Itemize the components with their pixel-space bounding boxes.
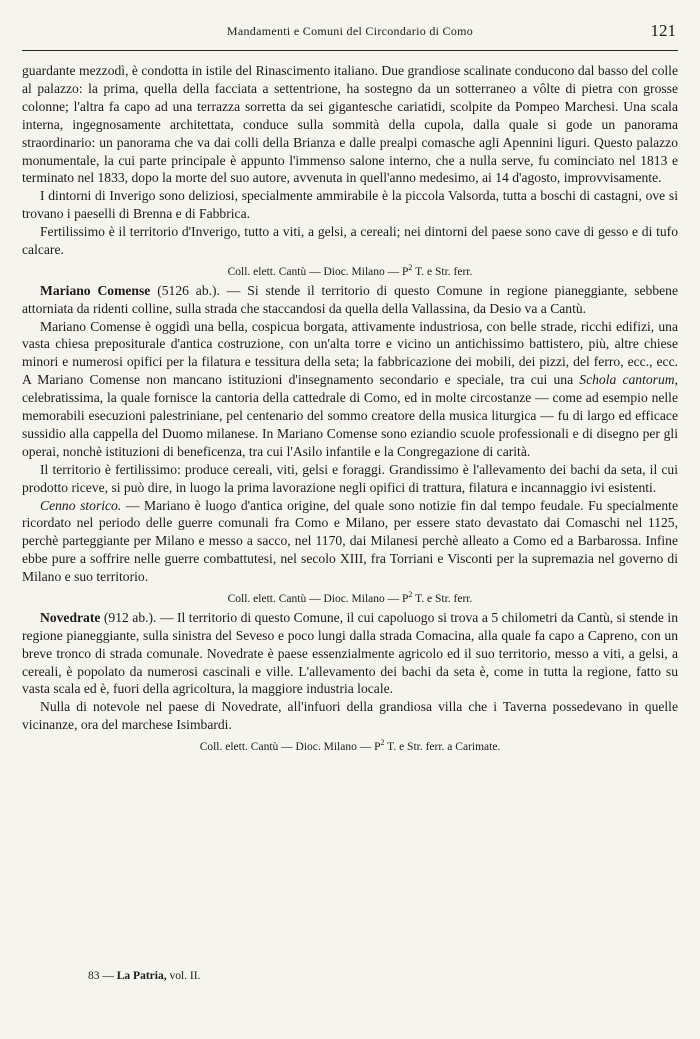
paragraph: I dintorni di Inverigo sono deliziosi, specialmente ammirabile è la piccola Valsorda, tutta a boschi di castagni, ove si trovano i paeselli di Brenna e di Fabbrica. [22, 188, 678, 222]
paragraph: Il territorio è fertilissimo: produce cereali, viti, gelsi e foraggi. Grandissimo è l'allevamento dei bachi da seta, il cui prodotto riceve, si può dire, in luogo la prima lavorazione negli opifici di trattura, filatura e incannaggio ivi esistenti. [22, 461, 678, 495]
paragraph: Fertilissimo è il territorio d'Inverigo, tutto a viti, a gelsi, a cereali; nei dintorni del paese sono cave di gesso e di tufo calcare. [22, 224, 678, 258]
paragraph: guardante mezzodì, è condotta in istile del Rinascimento italiano. Due grandiose scalinate conducono dal basso del colle al palazzo: la prima, quella della facciata a settentrione, ha sostegno da un sotterraneo a vôlte di pietra con grosse colonne; l'altra fa capo ad una terrazza sorretta da sei gigantesche cariatidi, scolpite da Pompeo Marchesi. Una scala interna, ingegnosamente architettata, conduce sulla sommità della cupola, dalla quale si gode un panorama straordinario: un panorama che va dai colli della Brianza e dalle prealpi comasche agli Apennini liguri. Questo palazzo monumentale, la cui parte principale è appunto l'immenso salone interno, che a nulla serve, fu cominciato nel 1813 e terminato nel 1833, dopo la morte del suo autore, avvenuta in quell'anno medesimo, ai 14 d'agosto, improvvisamente. [22, 63, 678, 186]
entry-novedrate [22, 609, 678, 699]
paragraph: Nulla di notevole nel paese di Novedrate, all'infuori della grandiosa villa che i Taverna possedevano in quelle vicinanze, ora del marchese Isimbardi. [22, 699, 678, 733]
printer-signature [88, 970, 200, 982]
page-body [22, 62, 678, 757]
entry-heading: Novedrate [40, 609, 101, 625]
collegio-text: T. e Str. ferr. [412, 592, 473, 605]
paragraph [22, 318, 678, 461]
collegio-text: T. e Str. ferr. a Carimate. [384, 741, 501, 754]
paragraph-text: — Mariano è luogo d'antica origine, del quale sono notizie fin dal tempo feudale. Fu specialmente ricordato nel periodo delle guerre comunali fra Como e Milano, per essere stato devastato dai Comaschi nel 1125, perchè parteggiante per Milano e messo a sacco, nel 1170, dai Milanesi perchè alleato a Como ed a Barbarossa. Infine ebbe pure a soffrire nelle guerre combattutesi, nel secolo XIII, fra Torriani e Visconti per la supremazia nel governo di Milano e suo territorio. [22, 497, 678, 585]
collegio-text: Coll. elett. Cantù — Dioc. Milano — P [199, 741, 381, 754]
paragraph [22, 497, 678, 587]
collegio-sup: 2 [408, 590, 413, 600]
running-header [22, 22, 678, 51]
italic-term: Schola cantorum [579, 372, 675, 388]
entry-heading: Mariano Comense [40, 282, 151, 298]
paragraph-text: , celebratissima, la quale fornisce la cantoria della cattedrale di Como, ed in molte circostanze — come ad esempio nelle memorabili esecuzioni palestriniane, pel centenario del sommo creatore della musica liturgica — fu di largo ed efficace sussidio alla cappella del Duomo milanese. In Mariano Comense sono eziandio scuole professionali e di disegno per gli operai, nonchè istituzioni di beneficenza, tra cui l'Asilo infantile e la Congregazione di carità. [22, 372, 678, 459]
paragraph-text: Mariano Comense è oggidì una bella, cospicua borgata, attivamente industriosa, con belle strade, ricchi edifizi, una vasta chiesa prepositurale d'antica costruzione, con un'alta torre e vicino un antichissimo battistero, più, altre chiese minori e numerosi opifici per la filatura e tessitura della seta; la fabbricazione dei mobili, dei pizzi, del ferro, ecc., ecc. A Mariano Comense non mancano istituzioni d'insegnamento secondario e speciale, tra cui una [22, 318, 678, 388]
collegio-text: Coll. elett. Cantù — Dioc. Milano — P [227, 265, 409, 278]
collegio-text: T. e Str. ferr. [412, 265, 473, 278]
collegio-sup: 2 [380, 738, 385, 748]
volume-label: vol. II. [169, 970, 201, 982]
collegio-text: Coll. elett. Cantù — Dioc. Milano — P [227, 592, 409, 605]
collegio-sup: 2 [408, 262, 413, 272]
entry-text: (5126 ab.). — Si stende il territorio di questo Comune in regione pianeggiante, sebbene attorniata da ridenti colline, sulla strada che staccandosi da quella della Vallassina, da Desio va a Cantù. [22, 282, 678, 316]
collegio-line [22, 586, 678, 609]
signature-number: 83 — [88, 970, 114, 982]
entry-text: (912 ab.). — Il territorio di questo Comune, il cui capoluogo si trova a 5 chilometri da Cantù, si stende in regione pianeggiante, sulla sinistra del Seveso e poco lungi dalla strada Comacina, alla quale fa capo a Capreno, con un breve tronco di strada comunale. Novedrate è paese essenzialmente agricolo ed il suo territorio, messo a viti, a gelsi, a cereali, è popolato da numerosi cascinali e ville. L'allevamento dei bachi da seta è, come in tutta la regione, fatto su vasta scala ed è, fuori della agricoltura, la maggiore industria locale. [22, 609, 678, 697]
running-title: Mandamenti e Comuni del Circondario di Como [226, 24, 474, 38]
section-label: Cenno storico. [40, 497, 122, 513]
entry-mariano [22, 282, 678, 318]
collegio-line [22, 734, 678, 757]
page-number: 121 [650, 21, 676, 40]
collegio-line [22, 259, 678, 282]
work-title: La Patria, [116, 970, 167, 982]
